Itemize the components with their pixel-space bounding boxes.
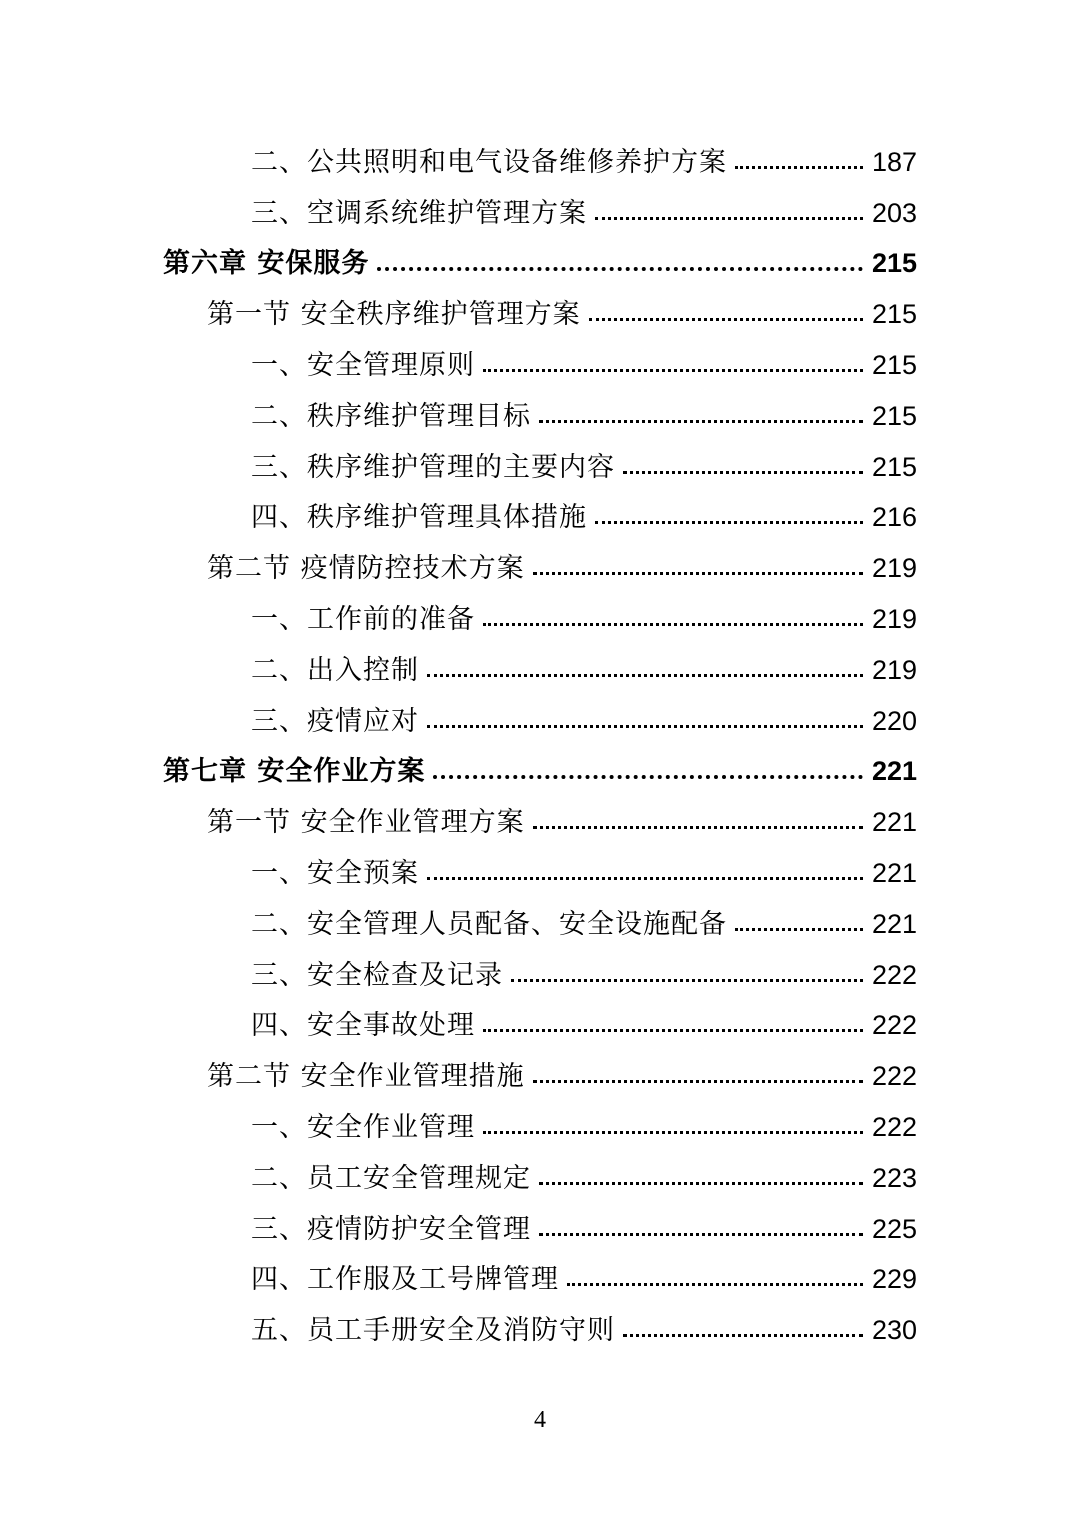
toc-entry-page-number: 215 — [871, 451, 917, 482]
dot-leader — [377, 267, 863, 271]
dot-leader — [623, 471, 863, 474]
dot-leader — [539, 1233, 863, 1236]
dot-leader — [533, 1080, 863, 1083]
dot-leader — [735, 928, 863, 931]
toc-section-entry[interactable] — [0, 1051, 1080, 1102]
toc-entry-title: 第六章 安保服务 — [163, 248, 370, 280]
toc-entry-title: 二、秩序维护管理目标 — [251, 400, 531, 432]
dot-leader — [483, 623, 863, 626]
toc-section-entry[interactable] — [0, 797, 1080, 848]
toc-entry-title: 第二节 安全作业管理措施 — [207, 1061, 525, 1093]
dot-leader — [483, 1131, 863, 1134]
toc-entry-page-number: 230 — [871, 1315, 917, 1346]
toc-entry-page-number: 222 — [871, 1112, 917, 1143]
dot-leader — [735, 166, 863, 169]
toc-item-entry[interactable] — [0, 950, 1080, 1001]
dot-leader — [539, 1182, 863, 1185]
toc-entry-title: 二、安全管理人员配备、安全设施配备 — [251, 908, 727, 940]
toc-chapter-entry[interactable] — [0, 747, 1080, 798]
dot-leader — [511, 979, 863, 982]
toc-item-entry[interactable] — [0, 188, 1080, 239]
toc-entry-title: 一、安全作业管理 — [251, 1112, 475, 1144]
toc-entry-page-number: 225 — [871, 1213, 917, 1244]
toc-entry-title: 二、员工安全管理规定 — [251, 1162, 531, 1194]
toc-item-entry[interactable] — [0, 1204, 1080, 1255]
toc-chapter-entry[interactable] — [0, 239, 1080, 290]
toc-entry-title: 四、秩序维护管理具体措施 — [251, 502, 587, 534]
toc-entry-page-number: 223 — [871, 1162, 917, 1193]
toc-item-entry[interactable] — [0, 1153, 1080, 1204]
toc-entry-title: 一、安全管理原则 — [251, 350, 475, 382]
dot-leader — [433, 775, 863, 779]
toc-entry-title: 三、安全检查及记录 — [251, 959, 503, 991]
toc-entry-title: 第二节 疫情防控技术方案 — [207, 553, 525, 585]
dot-leader — [533, 826, 863, 829]
toc-item-entry[interactable] — [0, 1001, 1080, 1052]
toc-entry-title: 三、疫情防护安全管理 — [251, 1213, 531, 1245]
toc-item-entry[interactable] — [0, 493, 1080, 544]
toc-entry-title: 三、空调系统维护管理方案 — [251, 197, 587, 229]
toc-entry-page-number: 219 — [871, 553, 917, 584]
toc-section-entry[interactable] — [0, 543, 1080, 594]
dot-leader — [427, 725, 863, 728]
toc-entry-page-number: 221 — [871, 807, 917, 838]
toc-item-entry[interactable] — [0, 848, 1080, 899]
toc-entry-title: 四、工作服及工号牌管理 — [251, 1264, 559, 1296]
dot-leader — [539, 420, 863, 423]
table-of-contents — [0, 137, 1080, 1356]
toc-entry-page-number: 215 — [871, 350, 917, 381]
toc-entry-title: 一、工作前的准备 — [251, 604, 475, 636]
dot-leader — [427, 674, 863, 677]
toc-entry-page-number: 215 — [871, 299, 917, 330]
toc-item-entry[interactable] — [0, 899, 1080, 950]
dot-leader — [595, 521, 863, 524]
dot-leader — [427, 877, 863, 880]
dot-leader — [567, 1283, 863, 1286]
toc-entry-page-number: 222 — [871, 959, 917, 990]
toc-entry-page-number: 219 — [871, 654, 917, 685]
toc-entry-title: 二、出入控制 — [251, 654, 419, 686]
toc-entry-page-number: 221 — [871, 858, 917, 889]
toc-item-entry[interactable] — [0, 137, 1080, 188]
dot-leader — [595, 217, 863, 220]
toc-entry-title: 第一节 安全秩序维护管理方案 — [207, 299, 581, 331]
toc-item-entry[interactable] — [0, 1305, 1080, 1356]
page-number: 4 — [534, 1407, 546, 1433]
dot-leader — [589, 318, 863, 321]
toc-item-entry[interactable] — [0, 645, 1080, 696]
toc-entry-page-number: 220 — [871, 705, 917, 736]
toc-entry-title: 二、公共照明和电气设备维修养护方案 — [251, 146, 727, 178]
toc-entry-page-number: 203 — [871, 197, 917, 228]
toc-item-entry[interactable] — [0, 391, 1080, 442]
dot-leader — [533, 572, 863, 575]
toc-entry-page-number: 215 — [871, 248, 917, 279]
toc-item-entry[interactable] — [0, 1255, 1080, 1306]
toc-entry-page-number: 187 — [871, 146, 917, 177]
toc-entry-page-number: 229 — [871, 1264, 917, 1295]
toc-entry-page-number: 215 — [871, 400, 917, 431]
toc-section-entry[interactable] — [0, 289, 1080, 340]
toc-entry-title: 第一节 安全作业管理方案 — [207, 807, 525, 839]
dot-leader — [483, 369, 863, 372]
toc-entry-title: 第七章 安全作业方案 — [163, 756, 426, 788]
toc-item-entry[interactable] — [0, 594, 1080, 645]
toc-entry-page-number: 216 — [871, 502, 917, 533]
toc-item-entry[interactable] — [0, 442, 1080, 493]
toc-entry-title: 四、安全事故处理 — [251, 1010, 475, 1042]
toc-entry-page-number: 222 — [871, 1061, 917, 1092]
toc-entry-title: 五、员工手册安全及消防守则 — [251, 1315, 615, 1347]
toc-entry-page-number: 219 — [871, 604, 917, 635]
toc-entry-page-number: 222 — [871, 1010, 917, 1041]
toc-entry-page-number: 221 — [871, 756, 917, 787]
toc-entry-page-number: 221 — [871, 908, 917, 939]
toc-item-entry[interactable] — [0, 340, 1080, 391]
toc-entry-title: 三、秩序维护管理的主要内容 — [251, 451, 615, 483]
dot-leader — [483, 1029, 863, 1032]
toc-entry-title: 一、安全预案 — [251, 858, 419, 890]
toc-entry-title: 三、疫情应对 — [251, 705, 419, 737]
dot-leader — [623, 1334, 863, 1337]
toc-item-entry[interactable] — [0, 1102, 1080, 1153]
toc-item-entry[interactable] — [0, 696, 1080, 747]
